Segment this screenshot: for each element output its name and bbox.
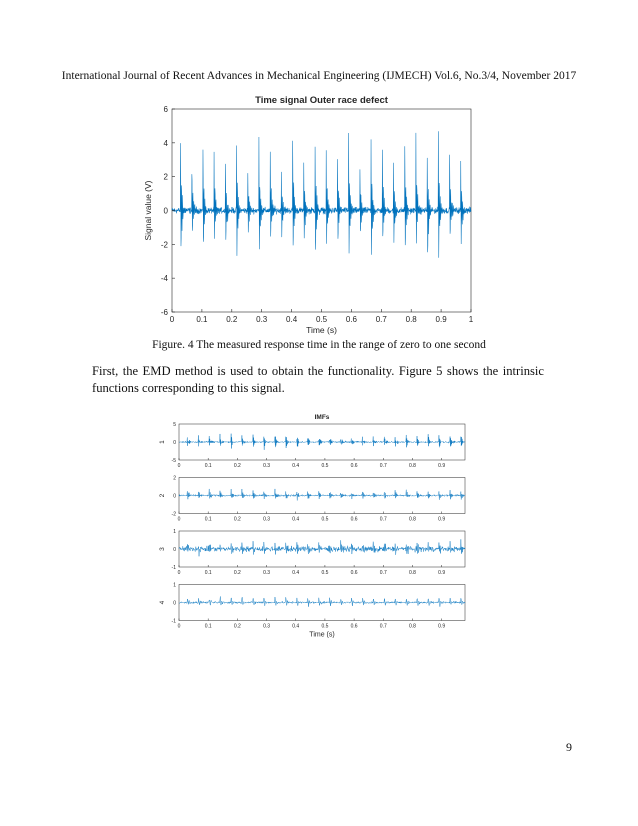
imf-x-tick-label: 0.8	[408, 463, 416, 469]
imf-x-tick-label: 0.4	[292, 516, 300, 523]
imf-y-axis-label: 3	[159, 547, 166, 551]
imf-x-tick-label: 0.7	[379, 516, 387, 523]
imf-x-tick-label: 0.5	[321, 623, 329, 630]
y-tick-label: 2	[163, 172, 168, 182]
y-tick-label: 6	[163, 105, 168, 114]
imf-x-tick-label: 0.7	[379, 623, 387, 630]
figure-5-imfs-chart	[155, 410, 475, 650]
imf-x-tick-label: 0.3	[263, 516, 271, 523]
imf-y-tick-label: -5	[171, 458, 176, 464]
imf-y-tick-label: 0	[173, 440, 176, 446]
imf-y-tick-label: 0	[173, 493, 176, 500]
page-number-container	[0, 740, 638, 755]
imf-x-tick-label: 0.9	[438, 623, 446, 630]
imf-x-tick-label: 0.1	[204, 516, 212, 523]
imf-y-tick-label: 0	[173, 600, 176, 607]
imf-x-tick-label: 0.6	[350, 570, 358, 576]
imf-x-tick-label: 0.2	[233, 516, 241, 523]
page-number: 9	[566, 740, 572, 754]
imf-y-axis-label: 1	[159, 440, 166, 444]
imf-x-tick-label: 0.2	[233, 623, 241, 630]
x-tick-label: 1	[468, 315, 474, 324]
body-paragraph: First, the EMD method is used to obtain the functionality. Figure 5 shows the intrinsic functions corresponding to this signal.	[92, 364, 544, 395]
imf-y-tick-label: 0	[173, 547, 176, 553]
imf-x-tick-label: 0.4	[292, 570, 300, 576]
imf-y-axis-label: 2	[159, 493, 166, 498]
imf-x-tick-label: 0.2	[233, 570, 241, 576]
imf-x-tick-label: 0	[177, 623, 181, 630]
imf-x-tick-label: 0	[177, 463, 181, 469]
x-tick-label: 0	[169, 315, 175, 324]
imf-x-tick-label: 0.6	[350, 516, 358, 523]
figure-4-time-signal-chart	[140, 92, 485, 337]
imfs-x-axis-label: Time (s)	[309, 631, 335, 639]
imf-x-tick-label: 0.3	[263, 463, 271, 469]
imf-x-tick-label: 0.9	[438, 516, 446, 523]
imf-x-tick-label: 0.4	[292, 623, 300, 630]
imf-x-tick-label: 0.7	[379, 463, 387, 469]
x-tick-label: 0.2	[226, 315, 238, 324]
imf-x-tick-label: 0	[177, 516, 181, 523]
imf-x-tick-label: 0.4	[292, 463, 300, 469]
y-tick-label: -4	[160, 274, 168, 284]
x-tick-label: 0.7	[375, 315, 387, 324]
figure-4-caption: Figure. 4 The measured response time in the range of zero to one second	[152, 339, 486, 351]
x-axis-label: Time (s)	[306, 325, 337, 335]
imf-x-tick-label: 0.3	[263, 570, 271, 576]
imf-x-tick-label: 0.1	[204, 623, 212, 630]
imf-y-tick-label: -1	[171, 618, 176, 625]
imf-x-tick-label: 0.9	[438, 463, 446, 469]
x-tick-label: 0.5	[315, 315, 328, 324]
x-tick-label: 0.6	[345, 315, 357, 324]
y-tick-label: 4	[163, 138, 168, 148]
imf-x-tick-label: 0.5	[321, 570, 329, 576]
imf-x-tick-label: 0.3	[263, 623, 271, 630]
x-tick-label: 0.9	[435, 315, 447, 324]
imf-x-tick-label: 0.8	[408, 516, 416, 523]
y-axis-label: Signal value (V)	[143, 180, 153, 241]
imf-x-tick-label: 0.5	[321, 516, 329, 523]
running-header: International Journal of Recent Advances in Mechanical Engineering (IJMECH) Vol.6, No.3/4, November 2017	[61, 70, 577, 82]
imf-y-tick-label: 5	[173, 422, 176, 428]
imf-x-tick-label: 0.1	[204, 570, 212, 576]
imf-x-tick-label: 0	[177, 570, 181, 576]
imf-y-tick-label: 1	[173, 582, 176, 589]
y-tick-label: -6	[160, 308, 168, 317]
imf-y-axis-label: 4	[159, 600, 166, 605]
y-tick-label: -2	[160, 240, 168, 250]
x-tick-label: 0.1	[196, 315, 208, 324]
imfs-title: IMFs	[314, 414, 330, 421]
imf-y-tick-label: -1	[171, 565, 176, 571]
y-tick-label: 0	[163, 206, 168, 216]
x-tick-label: 0.3	[256, 315, 268, 324]
imf-x-tick-label: 0.7	[379, 570, 387, 576]
imf-x-tick-label: 0.8	[408, 570, 416, 576]
x-tick-label: 0.4	[286, 315, 298, 324]
imf-x-tick-label: 0.8	[408, 623, 416, 630]
x-tick-label: 0.8	[405, 315, 417, 324]
imf-x-tick-label: 0.1	[204, 463, 212, 469]
imf-x-tick-label: 0.2	[233, 463, 241, 469]
imf-x-tick-label: 0.5	[321, 463, 329, 469]
imf-x-tick-label: 0.9	[438, 570, 446, 576]
imf-x-tick-label: 0.6	[350, 623, 358, 630]
imf-y-tick-label: 1	[173, 529, 176, 535]
imf-x-tick-label: 0.6	[350, 463, 358, 469]
imf-y-tick-label: 2	[173, 475, 176, 482]
chart-title: Time signal Outer race defect	[255, 95, 388, 106]
imf-y-tick-label: -2	[171, 511, 176, 518]
